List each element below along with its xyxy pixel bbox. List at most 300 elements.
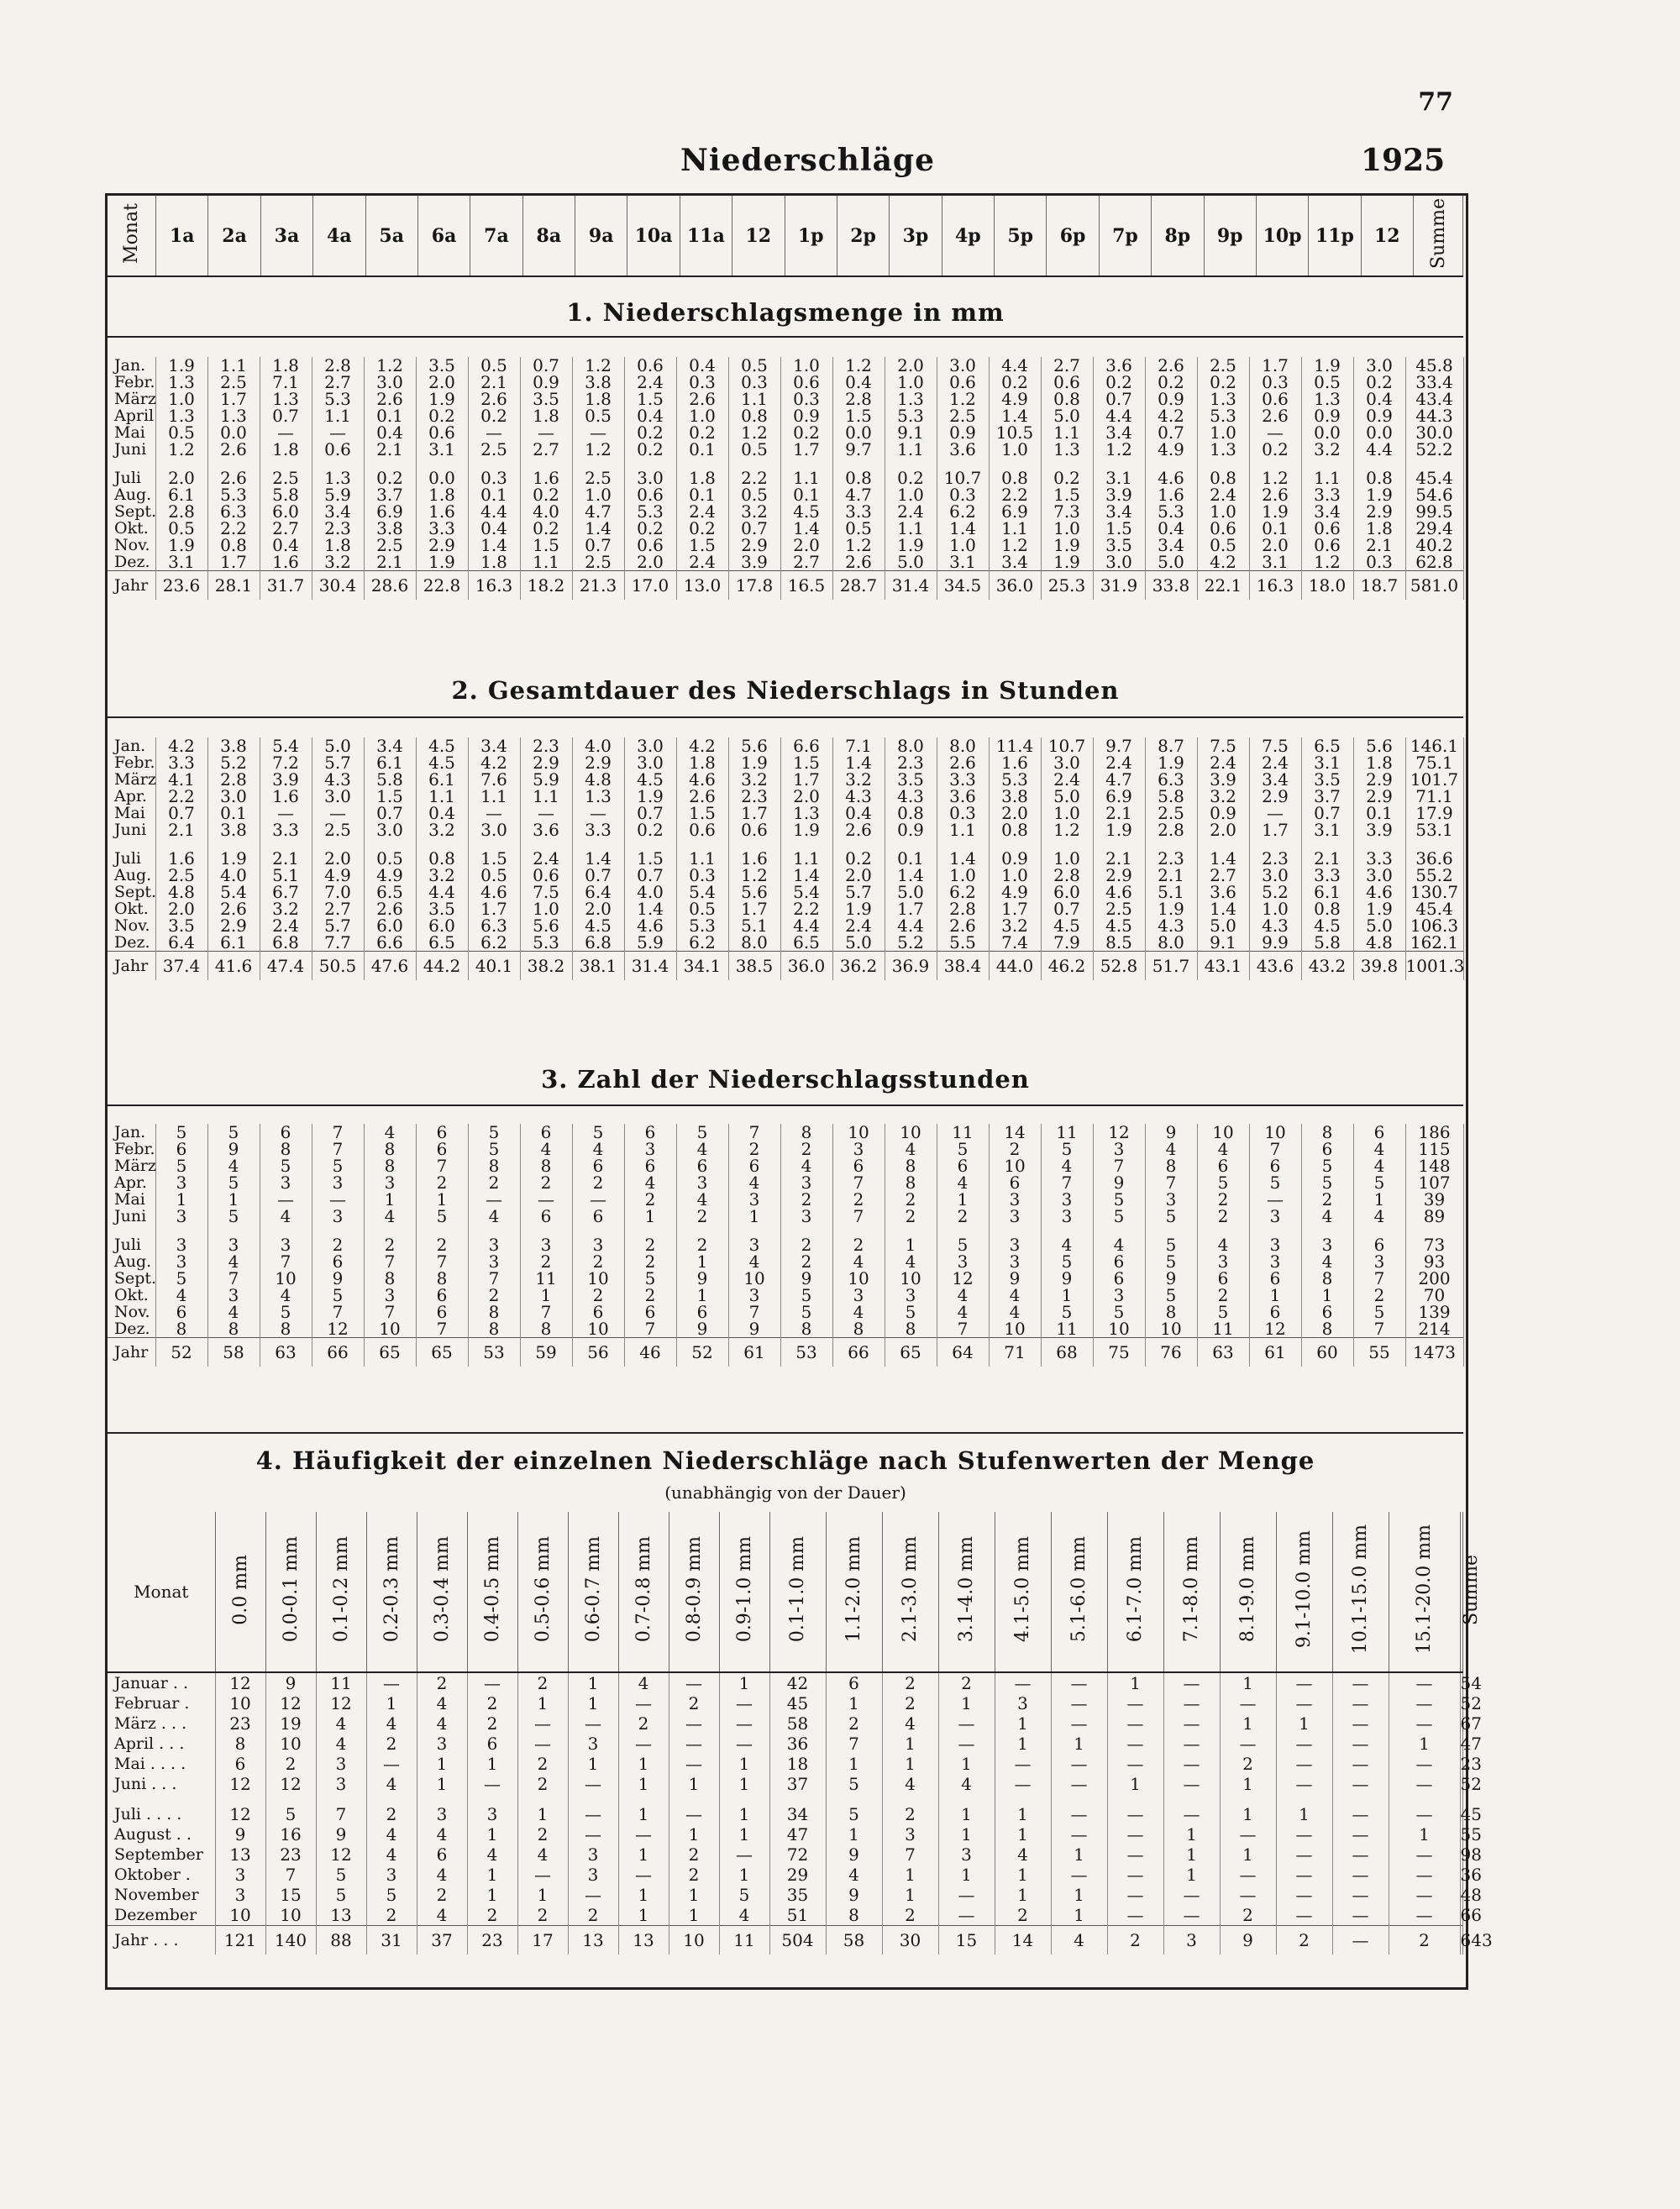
year-total-cell: 68 [1041,1338,1093,1367]
year-total-cell: 76 [1145,1338,1197,1367]
value-cell: 6 [520,1208,572,1225]
hour-header-20: 8p [1152,196,1204,276]
value-cell: 0.3 [468,470,520,486]
year-total-cell: 39.8 [1353,952,1405,981]
value-cell: 3.7 [364,486,416,503]
value-cell: 2.0 [885,357,937,374]
value-cell: 9 [780,1270,832,1287]
value-cell: 0.5 [728,441,780,458]
value-cell: 0.6 [624,357,676,374]
hour-header-4: 4a [313,196,365,276]
class-header-row [108,1512,1463,1672]
value-cell: 0.6 [728,821,780,838]
value-cell: 6.1 [155,486,207,503]
value-cell: — [1389,1672,1460,1693]
class-column-label: Summe [1460,1554,1482,1625]
value-cell: 0.6 [1301,537,1353,554]
value-cell: 1.0 [572,486,624,503]
value-cell: 0.6 [780,374,832,391]
year-total-cell: 25.3 [1041,571,1093,601]
value-cell: 4.4 [989,357,1041,374]
year-total-cell: 61 [728,1338,780,1367]
value-cell: — [568,1824,618,1844]
year-total-cell: 60 [1301,1338,1353,1367]
table-row [108,407,1463,424]
value-cell: 1.9 [1353,900,1405,917]
year-total-cell: 504 [769,1926,826,1955]
year-total-cell: 3 [1163,1926,1220,1955]
value-cell: 6.6 [364,934,416,952]
value-cell: 2.9 [207,917,260,934]
year-total-cell: 22.1 [1197,571,1249,601]
year-total-cell: 71 [989,1338,1041,1367]
value-cell: — [1389,1885,1460,1905]
value-cell: 0.4 [416,805,468,821]
value-cell: 0.6 [1041,374,1093,391]
value-cell: 3 [1353,1253,1405,1270]
value-cell: 1 [517,1804,568,1824]
value-cell: 5 [468,1124,520,1141]
value-cell: 2.6 [207,441,260,458]
value-cell: 5 [1093,1304,1145,1320]
row-sum-cell: 55 [1460,1824,1482,1844]
value-cell: 1.1 [1301,470,1353,486]
year-total-cell: 140 [265,1926,316,1955]
value-cell: 5 [1145,1287,1197,1304]
value-cell: 3.3 [832,503,885,520]
value-cell: 0.7 [624,805,676,821]
value-cell: — [1163,1774,1220,1794]
value-cell: 2 [882,1672,938,1693]
value-cell: 7.5 [1197,737,1249,754]
value-cell: 1.6 [520,470,572,486]
value-cell: 1 [1220,1713,1276,1734]
value-cell: — [1107,1905,1163,1926]
value-cell: 6 [676,1304,728,1320]
value-cell: 1.0 [155,391,207,407]
value-cell: 4 [364,1124,416,1141]
value-cell: 1.1 [207,357,260,374]
value-cell: — [568,1713,618,1734]
year-total-cell: 36.9 [885,952,937,981]
year-total-cell: 34.5 [937,571,989,601]
class-column-label: 0.3-0.4 mm [431,1536,453,1643]
value-cell: 2.1 [364,441,416,458]
value-cell: 2.4 [1249,754,1301,771]
value-cell: — [1389,1713,1460,1734]
value-cell: 9 [676,1320,728,1338]
value-cell: 5 [416,1208,468,1225]
month-label: Nov. [108,537,155,554]
value-cell: 1 [618,1885,669,1905]
value-cell: 2.6 [207,900,260,917]
value-cell: 2.5 [260,470,312,486]
value-cell: 5.4 [207,884,260,900]
value-cell: 0.2 [676,520,728,537]
value-cell: 2.9 [1353,503,1405,520]
value-cell: 1.9 [1041,554,1093,571]
value-cell: 13 [316,1905,366,1926]
value-cell: 0.5 [728,357,780,374]
value-cell: 6.0 [260,503,312,520]
table-row [108,754,1463,771]
value-cell: 7 [826,1734,882,1754]
value-cell: 7.3 [1041,503,1093,520]
value-cell: 2 [468,1174,520,1191]
value-cell: 3.9 [260,771,312,788]
hour-header-24: 12 [1361,196,1413,276]
class-column-header [1163,1512,1220,1672]
value-cell: 3.4 [312,503,364,520]
table-row [108,1774,1463,1794]
value-cell: 5.9 [624,934,676,952]
value-cell: — [1332,1885,1389,1905]
value-cell: 4.7 [572,503,624,520]
value-cell: 2.7 [260,520,312,537]
class-column-label: 0.0 mm [229,1554,251,1625]
value-cell: 1.8 [260,441,312,458]
value-cell: 1 [728,1208,780,1225]
value-cell: 1.9 [1041,537,1093,554]
value-cell: 0.7 [1041,900,1093,917]
value-cell: 0.9 [1145,391,1197,407]
value-cell: 2 [467,1713,517,1734]
year-total-cell: 46.2 [1041,952,1093,981]
value-cell: 3 [1249,1208,1301,1225]
value-cell: 4 [260,1287,312,1304]
value-cell: 5 [719,1885,769,1905]
value-cell: 4 [468,1208,520,1225]
month-label: Jan. [108,1124,155,1141]
value-cell: 0.2 [885,470,937,486]
row-sum-cell: 89 [1405,1208,1463,1225]
value-cell: 10 [1197,1124,1249,1141]
month-label: Mai [108,805,155,821]
value-cell: 3 [207,1236,260,1253]
value-cell: 5.0 [832,934,885,952]
class-column-header [366,1512,417,1672]
value-cell: — [995,1672,1051,1693]
value-cell: 3 [1197,1253,1249,1270]
value-cell: 1.7 [468,900,520,917]
value-cell: — [719,1713,769,1734]
value-cell: — [1051,1804,1107,1824]
value-cell: — [1249,424,1301,441]
class-column-label: 7.1-8.0 mm [1181,1536,1202,1643]
value-cell: 1.7 [780,441,832,458]
value-cell: 7 [728,1124,780,1141]
value-cell: 4.2 [155,737,207,754]
value-cell: 8 [468,1157,520,1174]
value-cell: — [1107,1824,1163,1844]
value-cell: 4 [832,1304,885,1320]
value-cell: 3.2 [1301,441,1353,458]
value-cell: 1 [882,1885,938,1905]
value-cell: 1.2 [1301,554,1353,571]
value-cell: 10 [572,1320,624,1338]
value-cell: 1.4 [885,867,937,884]
value-cell: — [1276,1865,1332,1885]
value-cell: 4.7 [1093,771,1145,788]
value-cell: 3 [520,1236,572,1253]
value-cell: 4 [937,1174,989,1191]
class-column-header [316,1512,366,1672]
value-cell: 1 [618,1774,669,1794]
value-cell: 4 [207,1253,260,1270]
value-cell: 4.6 [624,917,676,934]
value-cell: 10 [832,1270,885,1287]
value-cell: 2.0 [832,867,885,884]
value-cell: — [1163,1804,1220,1824]
value-cell: 5.2 [207,754,260,771]
value-cell: 6 [624,1124,676,1141]
value-cell: 3 [568,1865,618,1885]
value-cell: 6 [1249,1270,1301,1287]
value-cell: 0.9 [1353,407,1405,424]
row-sum-cell: 62.8 [1405,554,1463,571]
value-cell: 5 [260,1157,312,1174]
value-cell: 5 [676,1124,728,1141]
table-row [108,470,1463,486]
table-row [108,821,1463,838]
value-cell: 2.7 [780,554,832,571]
spacer-cell [467,1794,517,1804]
value-cell: 0.8 [885,805,937,821]
year-total-cell: 37 [417,1926,467,1955]
value-cell: 9 [728,1320,780,1338]
spacer-cell [995,1794,1051,1804]
class-column-label: 0.2-0.3 mm [381,1536,402,1643]
value-cell: 2.6 [207,470,260,486]
value-cell: 0.2 [520,520,572,537]
month-label: Okt. [108,520,155,537]
value-cell: 7 [416,1157,468,1174]
value-cell: 3 [572,1236,624,1253]
value-cell: 10 [572,1270,624,1287]
value-cell: 5 [1301,1174,1353,1191]
year-total-cell: — [1332,1926,1389,1955]
value-cell: 1.5 [624,391,676,407]
month-column-label: Monat [121,202,142,264]
value-cell: 7 [364,1304,416,1320]
value-cell: 2 [417,1885,467,1905]
row-sum-cell: 148 [1405,1157,1463,1174]
section3-title: 3. Zahl der Niederschlagsstunden [541,1065,1030,1094]
value-cell: 3 [832,1141,885,1157]
value-cell: 8 [1301,1320,1353,1338]
hour-header-16: 4p [942,196,994,276]
value-cell: 3 [417,1734,467,1754]
year-total-cell: 28.1 [207,571,260,601]
value-cell: 1 [719,1672,769,1693]
class-column-header [215,1512,265,1672]
value-cell: 7.1 [832,737,885,754]
month-label: Sept. [108,1270,155,1287]
value-cell: 5 [826,1804,882,1824]
year-total-cell: 9 [1220,1926,1276,1955]
value-cell: 0.5 [832,520,885,537]
value-cell: 6.1 [207,934,260,952]
value-cell: 1 [882,1734,938,1754]
sum-column-label: Summe [1427,197,1449,269]
value-cell: — [260,424,312,441]
value-cell: — [618,1865,669,1885]
value-cell: 0.7 [572,867,624,884]
value-cell: 4 [316,1713,366,1734]
value-cell: 1.1 [520,554,572,571]
value-cell: 0.2 [1353,374,1405,391]
value-cell: — [312,1191,364,1208]
month-label: März . . . [108,1713,215,1734]
value-cell: — [1389,1865,1460,1885]
value-cell: 2.8 [312,357,364,374]
value-cell: 3 [260,1236,312,1253]
value-cell: 1.3 [1197,391,1249,407]
value-cell: 6 [215,1754,265,1774]
month-label: März [108,1157,155,1174]
value-cell: 2 [572,1253,624,1270]
section4-title: 4. Häufigkeit der einzelnen Niederschläge nach Stufenwerten der Menge [255,1446,1315,1475]
value-cell: 5.0 [885,884,937,900]
value-cell: 45 [769,1693,826,1713]
value-cell: 1.7 [207,554,260,571]
value-cell: — [1051,1774,1107,1794]
month-label: Jan. [108,737,155,754]
month-label: Okt. [108,1287,155,1304]
value-cell: 4.4 [780,917,832,934]
value-cell: 0.2 [624,821,676,838]
value-cell: 4.2 [468,754,520,771]
class-column-header [1220,1512,1276,1672]
month-label: Nov. [108,917,155,934]
row-sum-cell: 200 [1405,1270,1463,1287]
year-total-cell: 23.6 [155,571,207,601]
table-row [108,1141,1463,1157]
value-cell: 4 [1197,1141,1249,1157]
hour-header-17: 5p [995,196,1047,276]
value-cell: 6.4 [572,884,624,900]
value-cell: — [568,1774,618,1794]
year-total-cell: 22.8 [416,571,468,601]
value-cell: 3 [568,1844,618,1865]
value-cell: 5.4 [260,737,312,754]
value-cell: 1.1 [989,520,1041,537]
row-sum-cell: 55.2 [1405,867,1463,884]
value-cell: 2.5 [468,441,520,458]
year-total-cell: 61 [1249,1338,1301,1367]
spacer-cell [265,1794,316,1804]
value-cell: 1 [467,1754,517,1774]
value-cell: 1.5 [676,805,728,821]
value-cell: 2.4 [885,503,937,520]
value-cell: 3.1 [1301,754,1353,771]
value-cell: 2 [1197,1287,1249,1304]
value-cell: 2 [416,1174,468,1191]
value-cell: 2.0 [572,900,624,917]
year-total-cell: 44.0 [989,952,1041,981]
value-cell: 1 [618,1905,669,1926]
value-cell: — [669,1754,719,1774]
value-cell: 7 [937,1320,989,1338]
row-sum-cell: 53.1 [1405,821,1463,838]
value-cell: 2.1 [260,850,312,867]
value-cell: 1.3 [572,788,624,805]
value-cell: 6.8 [260,934,312,952]
value-cell: 1.7 [885,900,937,917]
value-cell: 4 [938,1774,995,1794]
value-cell: 5 [1093,1208,1145,1225]
value-cell: 4 [207,1157,260,1174]
value-cell: 5 [1041,1253,1093,1270]
year-total-cell: 16.3 [468,571,520,601]
row-sum-cell: 186 [1405,1124,1463,1141]
value-cell: 2 [568,1905,618,1926]
value-cell: — [1163,1754,1220,1774]
value-cell: 3 [467,1804,517,1824]
value-cell: — [1332,1754,1389,1774]
value-cell: 3.2 [1197,788,1249,805]
value-cell: 37 [769,1774,826,1794]
spacer-cell [1163,1794,1220,1804]
value-cell: 3.5 [416,900,468,917]
row-sum-cell: 30.0 [1405,424,1463,441]
year-total-cell: 36.0 [989,571,1041,601]
value-cell: 1.0 [1041,520,1093,537]
value-cell: 2.3 [1249,850,1301,867]
value-cell: 6 [1093,1253,1145,1270]
value-cell: 1.0 [1041,850,1093,867]
year-total-cell: 40.1 [468,952,520,981]
value-cell: 4 [417,1865,467,1885]
value-cell: 5 [316,1865,366,1885]
value-cell: 4.5 [624,771,676,788]
value-cell: 1 [1107,1672,1163,1693]
value-cell: 12 [265,1774,316,1794]
value-cell: 1.1 [676,850,728,867]
value-cell: 2.1 [364,554,416,571]
month-label: März [108,771,155,788]
value-cell: 11 [937,1124,989,1141]
value-cell: 8 [1145,1157,1197,1174]
value-cell: 3.1 [937,554,989,571]
value-cell: 1.0 [937,867,989,884]
value-cell: 5.3 [1197,407,1249,424]
value-cell: 0.8 [1301,900,1353,917]
value-cell: 4 [882,1713,938,1734]
year-total-cell: 30.4 [312,571,364,601]
class-column-label: 2.1-3.0 mm [900,1536,921,1643]
value-cell: — [312,424,364,441]
value-cell: 5 [312,1157,364,1174]
value-cell: 5 [885,1304,937,1320]
value-cell: 1.6 [260,788,312,805]
value-cell: 1.2 [155,441,207,458]
year-total-cell: 2 [1389,1926,1460,1955]
row-sum-cell: 44.3 [1405,407,1463,424]
value-cell: 0.6 [676,821,728,838]
value-cell: 6 [1093,1270,1145,1287]
hour-header-21: 9p [1204,196,1256,276]
value-cell: 6 [624,1304,676,1320]
value-cell: 0.3 [1249,374,1301,391]
class-column-label: 15.1-20.0 mm [1414,1524,1435,1655]
value-cell: 1 [155,1191,207,1208]
value-cell: 7 [624,1320,676,1338]
section4-subtitle: (unabhängig von der Dauer) [664,1482,906,1503]
value-cell: 0.4 [832,374,885,391]
value-cell: 1.4 [832,754,885,771]
value-cell: 1 [1163,1865,1220,1885]
